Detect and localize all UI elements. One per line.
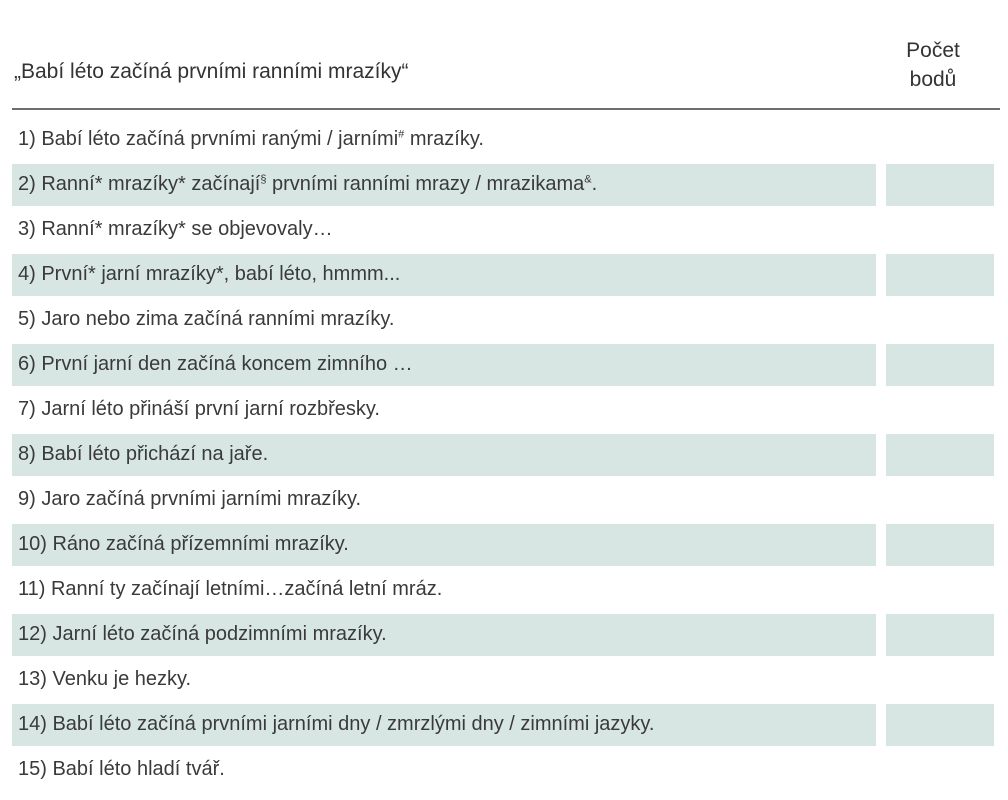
answer-cell: [12, 119, 876, 161]
points-cell: [886, 389, 994, 431]
answer-cell: [12, 344, 876, 386]
answer-text-main: 7) Jarní léto přináší první jarní rozbřesky.: [18, 398, 380, 420]
answer-text-main: 12) Jarní léto začíná podzimními mrazíky.: [18, 623, 387, 645]
points-cell: [886, 209, 994, 251]
table-header: [12, 30, 1000, 110]
table-body: [12, 119, 1000, 791]
answer-text-main: 13) Venku je hezky.: [18, 668, 192, 690]
answer-text: [18, 578, 442, 601]
points-cell: [886, 164, 994, 206]
points-cell: [886, 524, 994, 566]
table-row: [12, 209, 1000, 251]
answer-cell: [12, 659, 876, 701]
table-row: [12, 659, 1000, 701]
answer-cell: [12, 389, 876, 431]
answer-cell: [12, 524, 876, 566]
table-row: [12, 749, 1000, 791]
table-row: [12, 299, 1000, 341]
answer-text-main: 6) První jarní den začíná koncem zimního …: [18, 353, 413, 375]
answer-text: [18, 353, 413, 376]
table-row: [12, 569, 1000, 611]
answer-text-main: 14) Babí léto začíná prvními jarními dny / zmrzlými dny / zimními jazyky.: [18, 713, 655, 735]
answer-text-cont: mrazíky.: [404, 128, 484, 150]
answer-text: [18, 398, 380, 421]
answer-cell: [12, 209, 876, 251]
answer-cell: [12, 164, 876, 206]
table-row: [12, 434, 1000, 476]
table-title: „Babí léto začíná prvními ranními mrazíky“: [14, 60, 409, 83]
points-cell: [886, 254, 994, 296]
answer-text-main: 9) Jaro začíná prvními jarními mrazíky.: [18, 488, 362, 510]
answer-text: [18, 713, 654, 736]
answer-text-cont: prvními ranními mrazy / mrazikama: [266, 173, 585, 195]
answer-text-main: 1) Babí léto začíná prvními ranými / jarními: [18, 128, 399, 150]
table-row: [12, 479, 1000, 521]
points-cell: [886, 704, 994, 746]
answer-text: [18, 263, 400, 286]
answer-cell: [12, 614, 876, 656]
answer-text: [18, 758, 225, 781]
answer-text-main: 2) Ranní* mrazíky* začínají: [18, 173, 261, 195]
table-row: [12, 344, 1000, 386]
answer-cell: [12, 299, 876, 341]
table-row: [12, 164, 1000, 206]
points-cell: [886, 434, 994, 476]
answer-cell: [12, 704, 876, 746]
table-row: [12, 119, 1000, 161]
answer-text-main: 4) První* jarní mrazíky*, babí léto, hmmm...: [18, 263, 401, 285]
footnote-mark: #: [398, 128, 405, 141]
answer-cell: [12, 479, 876, 521]
answer-text-cont: .: [591, 173, 598, 195]
answer-text: [18, 173, 597, 196]
table-row: [12, 704, 1000, 746]
answer-text-main: 3) Ranní* mrazíky* se objevovaly…: [18, 218, 333, 240]
answer-text: [18, 488, 361, 511]
points-cell: [886, 479, 994, 521]
points-cell: [886, 659, 994, 701]
points-cell: [886, 119, 994, 161]
points-column-header: [888, 36, 978, 94]
answer-text: [18, 218, 333, 241]
footnote-mark: §: [260, 173, 267, 186]
answer-text-main: 5) Jaro nebo zima začíná ranními mrazíky.: [18, 308, 395, 330]
table-row: [12, 254, 1000, 296]
points-cell: [886, 299, 994, 341]
points-cell: [886, 344, 994, 386]
answer-text: [18, 308, 394, 331]
answer-text: [18, 533, 349, 556]
table-row: [12, 614, 1000, 656]
answer-text: [18, 668, 191, 691]
answer-text-main: 8) Babí léto přichází na jaře.: [18, 443, 269, 465]
answer-cell: [12, 434, 876, 476]
answer-cell: [12, 749, 876, 791]
points-header-line1: Počet: [906, 39, 960, 62]
footnote-mark: &: [584, 173, 592, 186]
points-header-line2: bodů: [909, 68, 957, 91]
scoring-table: [12, 30, 1000, 794]
answer-cell: [12, 254, 876, 296]
answer-text-main: 10) Ráno začíná přízemními mrazíky.: [18, 533, 349, 555]
answer-text-main: 11) Ranní ty začínají letními…začíná letní mráz.: [18, 578, 443, 600]
answer-text: [18, 128, 484, 151]
points-cell: [886, 749, 994, 791]
answer-text-main: 15) Babí léto hladí tvář.: [18, 758, 225, 780]
answer-text: [18, 443, 268, 466]
points-cell: [886, 569, 994, 611]
answer-text: [18, 623, 387, 646]
points-cell: [886, 614, 994, 656]
answer-cell: [12, 569, 876, 611]
table-row: [12, 524, 1000, 566]
table-row: [12, 389, 1000, 431]
